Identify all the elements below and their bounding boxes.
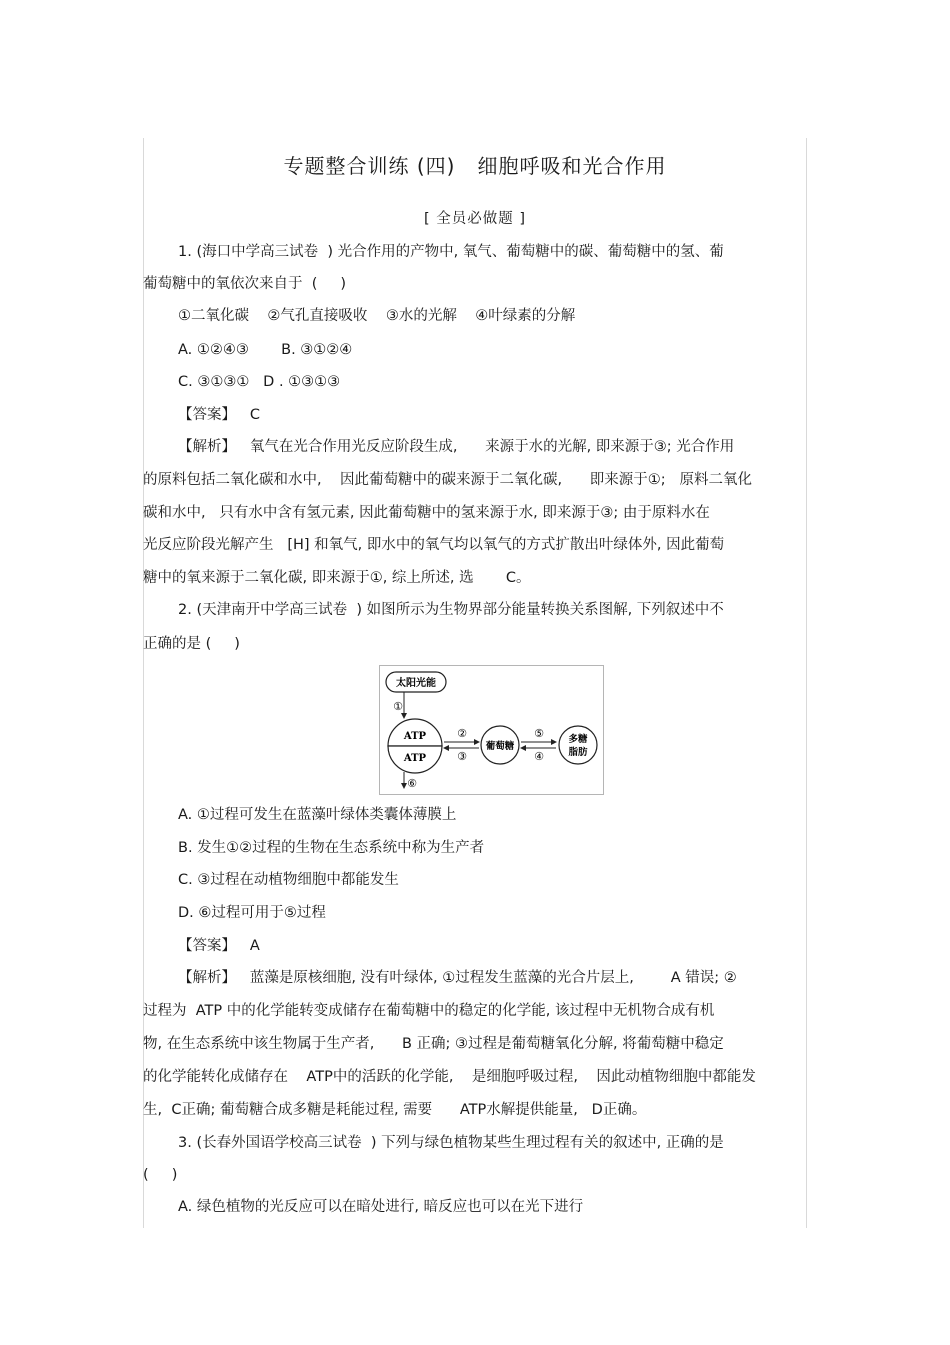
q1-options-ab: A. ①②④③ B. ③①②④ [178,342,353,358]
polysaccharide-fat-node [559,726,597,764]
q1-analysis-line5: 糖中的氧来源于二氧化碳, 即来源于①, 综上所述, 选 C。 [143,570,531,586]
q1-options-cd: C. ③①③① D . ①③①③ [178,374,341,390]
label-1: ① [393,700,403,713]
q2-stem-line1: 2. (天津南开中学高三试卷 ) 如图所示为生物界部分能量转换关系图解, 下列叙述中不 [178,602,724,618]
q1-analysis-line4: 光反应阶段光解产生 [H] 和氧气, 即水中的氧气均以氧气的方式扩散出叶绿体外, 因此葡萄 [143,537,725,553]
left-margin-rule [143,138,144,1228]
q2-answer: 【答案】 A [178,938,260,954]
q3-stem-line1: 3. (长春外国语学校高三试卷 ) 下列与绿色植物某些生理过程有关的叙述中, 正确的是 [178,1135,724,1151]
q2-analysis-line4: 的化学能转化成储存在 ATP中的活跃的化学能, 是细胞呼吸过程, 因此动植物细胞中都能发 [143,1069,756,1085]
fat-label: 脂肪 [568,747,588,758]
q2-option-b: B. 发生①②过程的生物在生态系统中称为生产者 [178,840,485,856]
q1-stem-line2: 葡萄糖中的氧依次来自于 ( ) [143,276,347,292]
q3-stem-line2: ( ) [143,1167,178,1183]
q2-option-d: D. ⑥过程可用于⑤过程 [178,905,326,921]
q1-analysis-line2: 的原料包括二氧化碳和水中, 因此葡萄糖中的碳来源于二氧化碳, 即来源于①; 原料二氧化 [143,472,753,488]
q2-option-c: C. ③过程在动植物细胞中都能发生 [178,872,399,888]
label-6: ⑥ [407,777,417,790]
q2-analysis-line5: 生, C正确; 葡萄糖合成多糖是耗能过程, 需要 ATP水解提供能量, D正确。 [143,1102,647,1118]
glucose-label: 葡萄糖 [485,741,515,752]
section-heading: [ 全员必做题 ] [423,211,527,227]
q2-analysis-line2: 过程为 ATP 中的化学能转变成储存在葡萄糖中的稳定的化学能, 该过程中无机物合成有机 [143,1003,715,1019]
atp-bottom-label: ATP [403,753,427,764]
energy-conversion-diagram [379,665,604,795]
q1-answer: 【答案】 C [178,407,260,423]
atp-top-label: ATP [403,731,427,742]
q1-stem-line1: 1. (海口中学高三试卷 ) 光合作用的产物中, 氧气、葡萄糖中的碳、葡萄糖中的氢、葡 [178,244,724,260]
q2-analysis-line3: 物, 在生态系统中该生物属于生产者, B 正确; ③过程是葡萄糖氧化分解, 将葡萄糖中稳定 [143,1036,724,1052]
q2-option-a: A. ①过程可发生在蓝藻叶绿体类囊体薄膜上 [178,807,457,823]
label-2: ② [457,727,467,740]
q1-items: ①二氧化碳 ②气孔直接吸收 ③水的光解 ④叶绿素的分解 [178,308,576,324]
label-4: ④ [534,750,544,763]
q1-analysis-line3: 碳和水中, 只有水中含有氢元素, 因此葡萄糖中的氢来源于水, 即来源于③; 由于原料水在 [143,505,710,521]
label-3: ③ [457,750,467,763]
right-margin-rule [806,138,807,1228]
q3-option-a: A. 绿色植物的光反应可以在暗处进行, 暗反应也可以在光下进行 [178,1199,584,1215]
q2-stem-line2: 正确的是 ( ) [143,636,240,652]
q2-analysis-line1: 【解析】 蓝藻是原核细胞, 没有叶绿体, ①过程发生蓝藻的光合片层上, A 错误; ② [178,970,737,986]
sun-label: 太阳光能 [396,678,436,689]
polysaccharide-label: 多糖 [568,734,588,745]
q1-analysis-line1: 【解析】 氧气在光合作用光反应阶段生成, 来源于水的光解, 即来源于③; 光合作用 [178,439,735,455]
page-title: 专题整合训练 (四) 细胞呼吸和光合作用 [283,154,667,178]
label-5: ⑤ [534,727,544,740]
